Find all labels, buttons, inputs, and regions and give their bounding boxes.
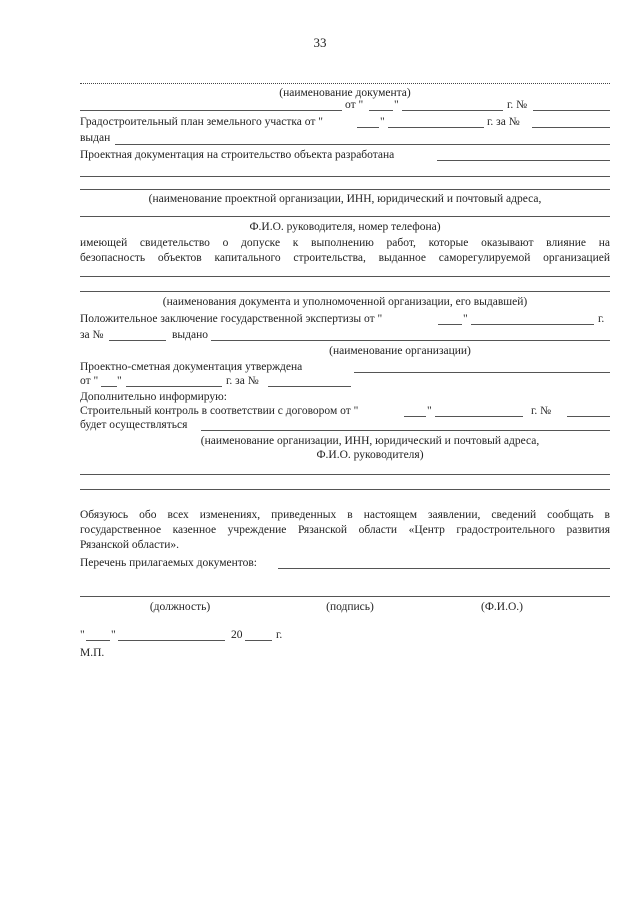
signature-caption: (подпись)	[326, 601, 374, 613]
position-caption: (должность)	[149, 601, 211, 613]
stroy-g-no: г. №	[531, 405, 552, 417]
stroy-day-blank[interactable]	[404, 416, 426, 417]
g-no-label: г. №	[507, 99, 528, 111]
ot-label: от "	[345, 99, 364, 111]
document-name-caption: (наименование документа)	[279, 87, 411, 99]
gpzu-label: Градостроительный план земельного участка от "	[80, 116, 323, 128]
stroy-month-blank[interactable]	[435, 416, 523, 417]
date-year-blank[interactable]	[245, 640, 272, 641]
date-month-blank[interactable]	[118, 640, 225, 641]
budet-blank[interactable]	[201, 430, 610, 431]
expertiza-label: Положительное заключение государственной экспертизы от "	[80, 313, 383, 325]
head-caption: Ф.И.О. руководителя, номер телефона)	[249, 221, 441, 233]
za-no-label: за №	[80, 329, 104, 341]
psd-day-blank[interactable]	[101, 386, 117, 387]
g-label: г.	[598, 313, 605, 325]
org-name-caption: (наименование организации)	[329, 345, 471, 357]
exp-number-blank[interactable]	[109, 340, 166, 341]
exp-day-blank[interactable]	[438, 324, 462, 325]
org-caption: (наименование проектной организации, ИНН, юридический и почтовый адреса,	[148, 193, 542, 205]
sro-line-1: имеющей свидетельство о допуске к выполнению работ, которые оказывают влияние на	[80, 237, 610, 249]
g-end-label: г.	[276, 629, 283, 641]
mp-label: М.П.	[80, 647, 105, 659]
proekt-line-2[interactable]	[80, 176, 610, 177]
org-caption-2: (наименование организации, ИНН, юридический и почтовый адреса,	[200, 435, 540, 447]
page-number: 33	[313, 35, 327, 50]
quote-mark: "	[380, 116, 385, 128]
dop-label: Дополнительно информирую:	[80, 391, 227, 403]
psd-blank[interactable]	[354, 372, 610, 373]
stroy-line-3[interactable]	[80, 474, 610, 475]
fio-caption: Ф.И.О. руководителя)	[316, 449, 424, 461]
year-prefix: 20	[231, 629, 243, 641]
obyaz-line-3: Рязанской области».	[80, 539, 180, 551]
exp-month-blank[interactable]	[471, 324, 594, 325]
number-blank[interactable]	[533, 110, 610, 111]
vydan-label: выдан	[80, 132, 111, 144]
fio-signature-caption: (Ф.И.О.)	[481, 601, 523, 613]
gpzu-number-blank[interactable]	[532, 127, 610, 128]
stroy-label: Строительный контроль в соответствии с договором от "	[80, 405, 359, 417]
document-name-line[interactable]	[80, 83, 610, 84]
sro-line-3[interactable]	[80, 276, 610, 277]
stroy-number-blank[interactable]	[567, 416, 610, 417]
gpzu-month-blank[interactable]	[388, 127, 484, 128]
quote-mark: "	[394, 99, 399, 111]
date-open-quote: "	[80, 629, 85, 641]
proekt-label: Проектная документация на строительство объекта разработана	[80, 149, 395, 161]
vydano-blank[interactable]	[211, 340, 610, 341]
day-blank[interactable]	[369, 110, 393, 111]
proekt-blank[interactable]	[437, 160, 610, 161]
month-blank[interactable]	[402, 110, 503, 111]
obyaz-line-2: государственное казенное учреждение Рязанской области «Центр градостроительного развития	[80, 524, 610, 536]
stroy-line-4[interactable]	[80, 489, 610, 490]
quote-mark: "	[463, 313, 468, 325]
org-line[interactable]	[80, 216, 610, 217]
psd-g-za-no: г. за №	[226, 375, 259, 387]
vydan-blank[interactable]	[115, 144, 610, 145]
date-day-blank[interactable]	[86, 640, 110, 641]
sro-line-4[interactable]	[80, 291, 610, 292]
psd-label: Проектно-сметная документация утверждена	[80, 361, 303, 373]
quote-mark: "	[427, 405, 432, 417]
quote-mark: "	[117, 375, 122, 387]
perechen-blank[interactable]	[278, 568, 610, 569]
gpzu-day-blank[interactable]	[357, 127, 379, 128]
gpzu-g-za-no: г. за №	[487, 116, 520, 128]
signature-line[interactable]	[80, 596, 610, 597]
psd-number-blank[interactable]	[268, 386, 351, 387]
vydano-label: выдано	[172, 329, 209, 341]
perechen-label: Перечень прилагаемых документов:	[80, 557, 258, 569]
ot-short-label: от "	[80, 375, 99, 387]
issuer-caption: (наименования документа и уполномоченной организации, его выдавшей)	[162, 296, 528, 308]
proekt-line-3[interactable]	[80, 189, 610, 190]
date-close-quote: "	[111, 629, 116, 641]
psd-month-blank[interactable]	[126, 386, 222, 387]
obyaz-line-1: Обязуюсь обо всех изменениях, приведенных в настоящем заявлении, сведений сообщать в	[80, 509, 610, 521]
budet-label: будет осуществляться	[80, 419, 188, 431]
document-line[interactable]	[80, 110, 342, 111]
sro-line-2: безопасность объектов капитального строительства, выданное саморегулируемой организацией	[80, 252, 610, 264]
